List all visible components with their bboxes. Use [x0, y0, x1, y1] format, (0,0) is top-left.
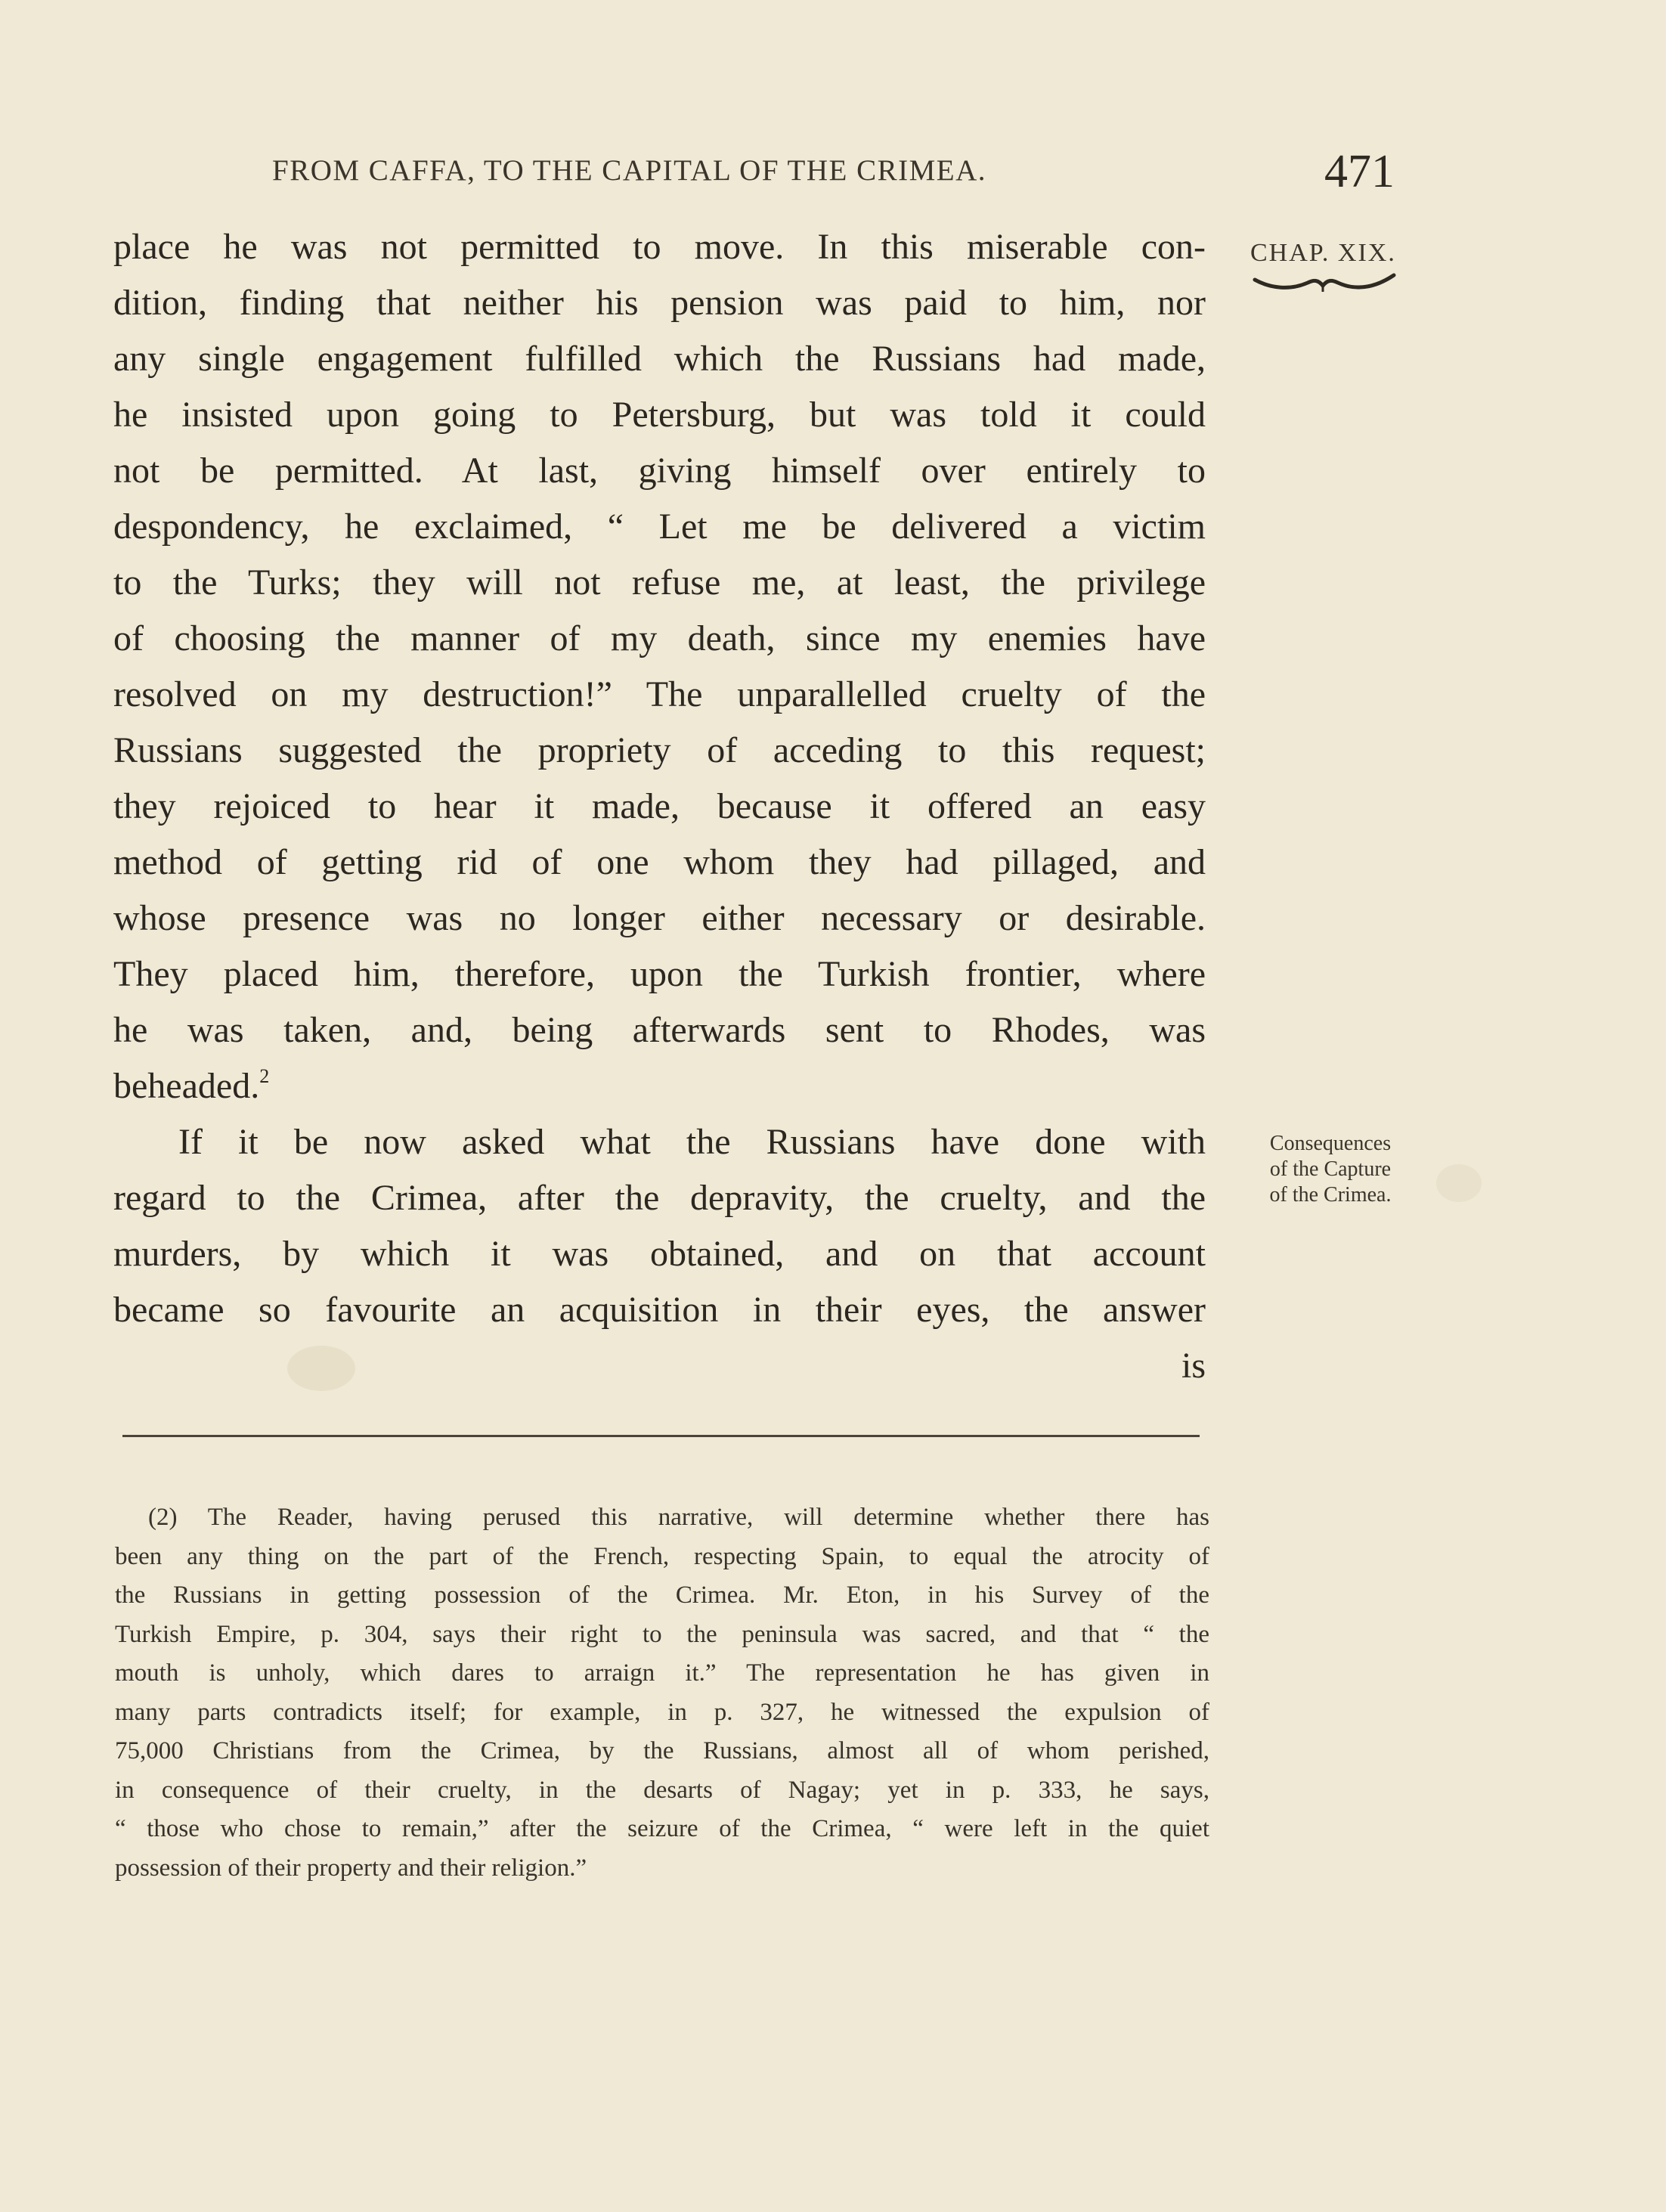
text-line: not be permitted. At last, giving himself over entirely to: [113, 451, 1206, 491]
running-head: FROM CAFFA, TO THE CAPITAL OF THE CRIMEA.: [272, 154, 987, 187]
text-line: resolved on my destruction!” The unparallelled cruelty of the: [113, 674, 1206, 714]
main-text: [113, 219, 1206, 1394]
footnote-line: possession of their property and their religion.”: [115, 1854, 587, 1882]
text-line: dition, finding that neither his pension was paid to him, nor: [113, 283, 1206, 323]
margin-note: [1243, 1131, 1417, 1208]
text-line: method of getting rid of one whom they had pillaged, and: [113, 842, 1206, 882]
chapter-label: CHAP. XIX.: [1250, 239, 1396, 267]
text-line: to the Turks; they will not refuse me, at least, the privilege: [113, 562, 1206, 603]
text-line: Russians suggested the propriety of acceding to this request;: [113, 730, 1206, 770]
text-line: [113, 1058, 1206, 1114]
text-line: of choosing the manner of my death, since my enemies have: [113, 618, 1206, 658]
text-line: place he was not permitted to move. In this miserable con-: [113, 227, 1206, 267]
last-line-text: beheaded.: [113, 1066, 260, 1106]
text-line: any single engagement fulfilled which the Russians had made,: [113, 339, 1206, 379]
page-number: 471: [1324, 146, 1395, 197]
margin-note-line: Consequences: [1269, 1132, 1392, 1155]
text-line: They placed him, therefore, upon the Turkish frontier, where: [113, 954, 1206, 994]
footnote-line: “ those who chose to remain,” after the seizure of the Crimea, “ were left in the quiet: [115, 1815, 1209, 1842]
paper-stain: [1436, 1164, 1482, 1202]
margin-note-line: of the Crimea.: [1269, 1183, 1392, 1207]
footnote-line: Turkish Empire, p. 304, says their right to the peninsula was sacred, and that “ the: [115, 1620, 1209, 1648]
footnote-line: many parts contradicts itself; for example, in p. 327, he witnessed the expulsion of: [115, 1698, 1209, 1726]
footnote-line: (2) The Reader, having perused this narrative, will determine whether there has: [148, 1504, 1209, 1531]
text-line: became so favourite an acquisition in their eyes, the answer: [113, 1290, 1206, 1330]
text-line: despondency, he exclaimed, “ Let me be delivered a victim: [113, 507, 1206, 547]
footnote-divider: [122, 1435, 1200, 1437]
text-line: he insisted upon going to Petersburg, but was told it could: [113, 395, 1206, 435]
chapter-ornament-icon: [1249, 269, 1400, 299]
paragraph-start-line: If it be now asked what the Russians have done with: [178, 1122, 1206, 1162]
catchword: is: [1181, 1346, 1206, 1386]
footnote-line: the Russians in getting possession of the Crimea. Mr. Eton, in his Survey of the: [115, 1582, 1209, 1609]
text-line: they rejoiced to hear it made, because it offered an easy: [113, 786, 1206, 826]
margin-note-line: of the Capture: [1269, 1157, 1392, 1181]
footnote-line: been any thing on the part of the French, respecting Spain, to equal the atrocity of: [115, 1542, 1209, 1570]
footnote-ref[interactable]: 2: [259, 1065, 270, 1087]
footnote-line: 75,000 Christians from the Crimea, by the Russians, almost all of whom perished,: [115, 1737, 1209, 1764]
footnote-line: in consequence of their cruelty, in the desarts of Nagay; yet in p. 333, he says,: [115, 1776, 1209, 1804]
footnote: [115, 1498, 1209, 1888]
text-line: murders, by which it was obtained, and on that account: [113, 1234, 1206, 1274]
text-line: whose presence was no longer either necessary or desirable.: [113, 898, 1206, 938]
text-line: regard to the Crimea, after the depravity, the cruelty, and the: [113, 1178, 1206, 1218]
footnote-line: mouth is unholy, which dares to arraign it.” The representation he has given in: [115, 1659, 1209, 1687]
text-line: he was taken, and, being afterwards sent to Rhodes, was: [113, 1010, 1206, 1050]
